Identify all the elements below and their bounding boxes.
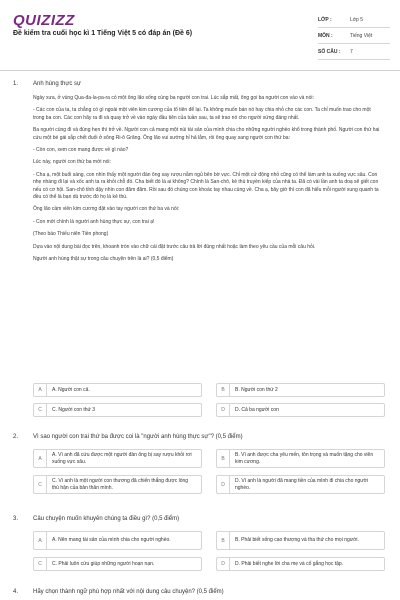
meta-row-count [318,44,390,60]
option-letter: C [34,404,47,416]
passage-paragraph: - Con mới chính là người anh hùng thực sự, con trai ạ! [33,218,155,225]
option-letter: B [217,384,230,396]
option-letter: B [217,450,230,467]
option-text: D. Vì anh là người đã mang tiền của mình đi chia cho người nghèo. [235,478,369,491]
option-c[interactable] [33,557,202,571]
question-text: Vì sao người con trai thứ ba được coi là "người anh hùng thực sự"? (0,5 điểm) [33,434,243,440]
option-a[interactable] [33,449,202,468]
passage-paragraph: Ông lão cầm viên kim cương đặt vào tay người con thứ ba và nói: [33,206,180,213]
option-letter: A [34,532,47,549]
option-letter: D [217,558,230,570]
passage-paragraph: - Còn con, xem con mang được về gì nào? [33,147,129,154]
option-letter: C [34,476,47,493]
option-text: C. Vì anh là một người con thương đã chiến thắng được lòng thù hận của bản thân mình. [52,478,189,491]
meta-table [318,12,390,60]
option-text: D. Cả ba người con [235,406,279,413]
option-c[interactable] [33,475,202,494]
passage-paragraph: Dựa vào nội dung bài đọc trên, khoanh tròn vào chữ cái đặt trước câu trả lời đúng nhất hoặc làm theo yêu cầu của mỗi câu hỏi. [33,243,316,250]
option-letter: B [217,532,230,549]
question-text: Hãy chọn thành ngữ phù hợp nhất với nội dung câu chuyện? (0,5 điểm) [33,589,224,595]
option-b[interactable] [216,383,385,397]
meta-row-subject [318,28,390,44]
option-c[interactable] [33,403,202,417]
quizizz-logo: QUIZIZZ [13,12,75,29]
question-text: Anh hùng thực sự [33,81,82,87]
document-title: Đề kiểm tra cuối học kì 1 Tiếng Việt 5 có đáp án (Đề 6) [13,30,193,37]
meta-label: LỚP : [318,16,332,23]
question-number: 4. [13,589,19,595]
passage-paragraph: Ngày xưa, ở vùng Qua-đa-la-pa-ra có một ông lão sống cùng ba người con trai. Lúc sắp mất, ông gọi ba người con vào và nói: [33,95,314,101]
passage-paragraph: (Theo báo Thiếu niên Tiền phong) [33,231,109,238]
meta-value: Lớp 5 [350,16,364,23]
passage-paragraph: - Các con của ta, ta chẳng có gì ngoài một viên kim cương của tổ tiên để lại. Ta không muốn bán nó hay chia nhỏ cho các con. Ta chỉ muốn trao cho một trong ba con. Các con hãy ra đi và quay trở về vào ngày đầu tiên của tuần sau, ta sẽ trao nó cho người xứng đáng nhất. [33,107,371,121]
meta-value: Tiếng Việt [350,32,373,39]
option-text: B. Người con thứ 2 [235,386,278,393]
option-b[interactable] [216,449,385,468]
option-letter: A [34,450,47,467]
option-text: C. Phải luôn cứu giúp những người hoạn nạn. [52,560,155,567]
meta-row-class [318,12,390,28]
question-number: 2. [13,434,19,440]
question-number: 1. [13,81,19,87]
question-text: Câu chuyện muốn khuyên chúng ta điều gì? (0,5 điểm) [33,516,180,522]
option-a[interactable] [33,383,202,397]
option-d[interactable] [216,475,385,494]
option-d[interactable] [216,403,385,417]
passage-paragraph: Ba người cùng đi và đúng hẹn thì trở về. Người con cả mang một núi tài sản của mình chia cho những người nghèo khổ trong thành phố. Người con thứ hai cứu một bé gái sắp chết đuối ở sông Ri-ô Grăng. Ông lão vui sướng hỉ hả lắm, rồi ông quay sang người con thứ ba: [33,127,380,141]
option-letter: C [34,558,47,570]
option-b[interactable] [216,531,385,550]
option-text: C. Người con thứ 3 [52,406,96,413]
reading-passage [33,95,383,269]
option-text: A. Vì anh đã cứu được một người đàn ông bị say rượu khỏi rơi xuống vực sâu. [52,452,192,465]
option-text: A. Nên mang tài sản của mình chia cho người nghèo. [52,537,171,544]
meta-value: 7 [350,48,353,55]
passage-paragraph: Người anh hùng thật sự trong câu chuyện trên là ai? (0,5 điểm) [33,256,174,263]
option-letter: D [217,476,230,493]
question-number: 3. [13,516,19,522]
passage-paragraph: Lúc này, người con thứ ba mới nói: [33,159,111,166]
option-text: A. Người con cả. [52,386,90,393]
header-divider [0,70,400,71]
option-text: B. Phải biết sống cao thượng và tha thứ cho mọi người. [235,537,359,544]
page-header [0,0,400,62]
meta-label: SỐ CÂU : [318,48,341,55]
option-letter: D [217,404,230,416]
option-d[interactable] [216,557,385,571]
option-letter: A [34,384,47,396]
meta-label: MÔN : [318,32,333,39]
option-text: B. Vì anh được cha yêu mến, tôn trọng và muốn tặng cho viên kim cương. [235,452,374,465]
option-text: D. Phải biết nghe lời cha mẹ và cố gắng học tập. [235,560,344,567]
option-a[interactable] [33,531,202,550]
passage-paragraph: - Cha ạ, một buổi sáng, con nhìn thấy một người đàn ông say rượu nằm ngủ bên bờ vực. Chỉ một cử động nhỏ cũng có thể làm anh ta xuống vực sâu. Con nhẹ nhàng đi lại và xốc anh ta ra khỏi chỗ đó. Cha biết đó là ai không? Chính là San-chô, kẻ thù truyền kiếp của nhà ta. Đã có vài lần anh ta doạ sẽ giết con nếu có cơ hội. San-chô tỉnh dậy nhìn con đăm đăm. Rồi sau đó chúng con khoác tay nhau cùng về. Cha ạ, bây giờ thì con đã hiểu mỗi người xung quanh ta đều có thể là bạn dù trước đó họ là kẻ thù. [33,171,379,201]
